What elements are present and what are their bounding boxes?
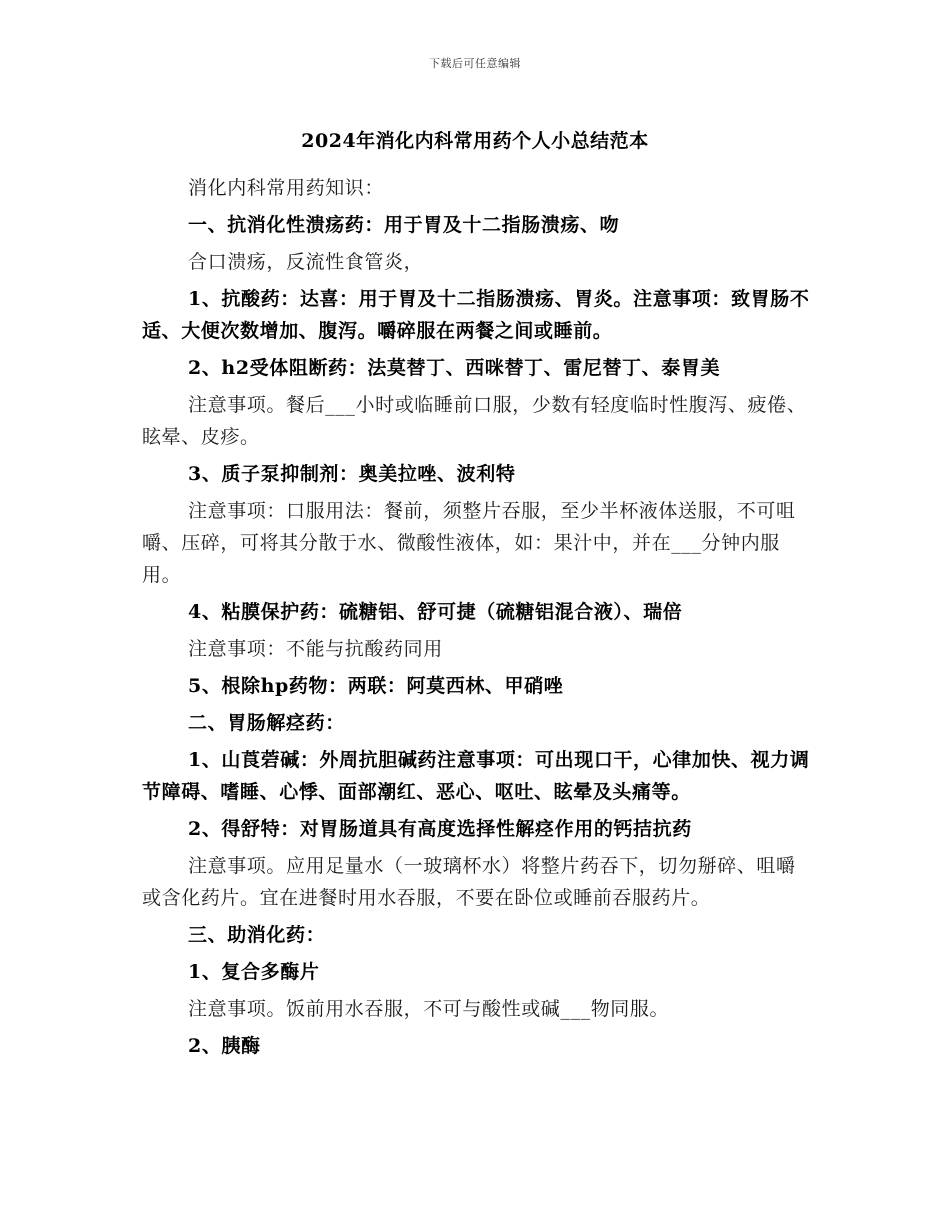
paragraph: 消化内科常用药知识： [188, 177, 385, 199]
paragraph: 1、复合多酶片 [188, 961, 320, 983]
paragraph: 2、胰酶 [188, 1035, 261, 1057]
page-header-note: 下载后可任意编辑 [429, 57, 521, 70]
paragraph: 4、粘膜保护药：硫糖铝、舒可捷（硫糖铝混合液）、瑞倍 [188, 601, 683, 623]
paragraph: 一、抗消化性溃疡药：用于胃及十二指肠溃疡、吻 [188, 214, 620, 236]
paragraph: 注意事项：不能与抗酸药同用 [188, 638, 443, 660]
paragraph: 注意事项：口服用法：餐前，须整片吞服，至少半杯液体送服，不可咀嚼、压碎，可将其分散于水、微酸性液体，如：果汁中，并在___分钟内服用。 [142, 500, 796, 586]
paragraph: 1、山莨菪碱：外周抗胆碱药注意事项：可出现口干，心律加快、视力调节障碍、嗜睡、心悸、面部潮红、恶心、呕吐、眩晕及头痛等。 [142, 749, 810, 803]
paragraph: 注意事项。饭前用水吞服，不可与酸性或碱___物同服。 [188, 998, 670, 1020]
paragraph: 三、助消化药： [188, 924, 326, 946]
document-title: 2024年消化内科常用药个人小总结范本 [301, 130, 649, 152]
paragraph: 2、h2受体阻断药：法莫替丁、西咪替丁、雷尼替丁、泰胃美 [188, 357, 721, 379]
document-body [142, 172, 810, 1067]
paragraph: 二、胃肠解痉药： [188, 712, 345, 734]
paragraph: 1、抗酸药：达喜：用于胃及十二指肠溃疡、胃炎。注意事项：致胃肠不适、大便次数增加、腹泻。嚼碎服在两餐之间或睡前。 [142, 288, 810, 342]
paragraph: 合口溃疡，反流性食管炎， [188, 251, 424, 273]
paragraph: 3、质子泵抑制剂：奥美拉唑、波利特 [188, 463, 516, 485]
paragraph: 5、根除hp药物：两联：阿莫西林、甲硝唑 [188, 675, 564, 697]
paragraph: 2、得舒特：对胃肠道具有高度选择性解痉作用的钙拮抗药 [188, 818, 692, 840]
paragraph: 注意事项。餐后___小时或临睡前口服，少数有轻度临时性腹泻、疲倦、眩晕、皮疹。 [142, 394, 807, 448]
paragraph: 注意事项。应用足量水（一玻璃杯水）将整片药吞下，切勿掰碎、咀嚼或含化药片。宜在进餐时用水吞服，不要在卧位或睡前吞服药片。 [142, 855, 796, 909]
